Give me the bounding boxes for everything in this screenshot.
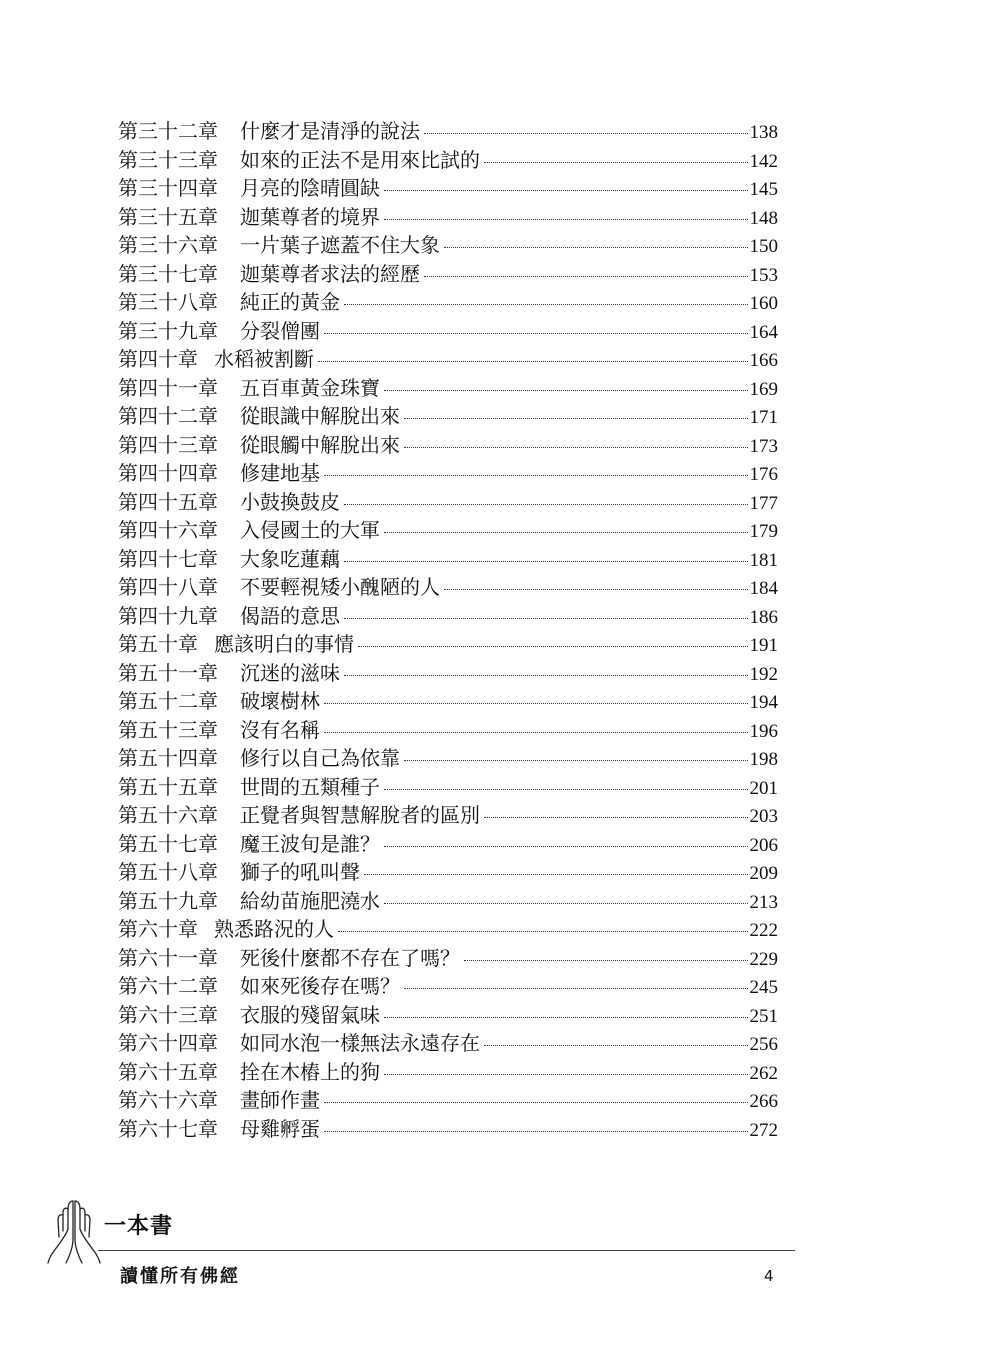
- toc-chapter-title: 死後什麼都不存在了嗎？: [240, 945, 460, 970]
- toc-page-number: 191: [749, 635, 778, 656]
- toc-chapter-number: 第五十四章: [118, 746, 218, 770]
- toc-entry: [118, 431, 778, 460]
- toc-page-number: 171: [749, 407, 778, 428]
- toc-entry: [118, 146, 778, 175]
- toc-entry: [118, 1086, 778, 1115]
- toc-entry: [118, 488, 778, 517]
- toc-entry: [118, 687, 778, 716]
- toc-dot-leader: [384, 1017, 748, 1018]
- toc-chapter-title: 獅子的吼叫聲: [240, 860, 360, 884]
- toc-chapter-title: 入侵國土的大軍: [240, 518, 380, 542]
- toc-entry: [118, 1029, 778, 1058]
- toc-chapter-number: 第五十章: [118, 632, 198, 656]
- footer-divider: [98, 1250, 795, 1251]
- toc-dot-leader: [324, 475, 748, 476]
- toc-chapter-title: 沉迷的滋味: [240, 660, 340, 685]
- toc-chapter-number: 第五十二章: [118, 689, 218, 713]
- toc-dot-leader: [324, 333, 748, 334]
- toc-dot-leader: [344, 675, 748, 676]
- toc-dot-leader: [344, 504, 748, 505]
- page-footer: [0, 1185, 1000, 1305]
- toc-entry: [118, 374, 778, 403]
- toc-page-number: 177: [749, 492, 778, 514]
- praying-hands-icon: [46, 1195, 102, 1269]
- toc-dot-leader: [324, 732, 748, 733]
- toc-dot-leader: [404, 988, 748, 989]
- toc-dot-leader: [384, 390, 748, 391]
- toc-page-number: 192: [749, 663, 778, 685]
- toc-page-number: 272: [749, 1119, 778, 1141]
- toc-entry: [118, 459, 778, 488]
- toc-chapter-title: 破壞樹林: [240, 689, 320, 713]
- toc-page-number: 186: [749, 606, 778, 628]
- toc-entry: [118, 231, 778, 260]
- toc-dot-leader: [484, 1045, 748, 1046]
- toc-chapter-title: 水稻被割斷: [214, 347, 314, 371]
- toc-chapter-title: 拴在木樁上的狗: [240, 1059, 380, 1084]
- toc-dot-leader: [484, 817, 748, 818]
- toc-entry: [118, 602, 778, 631]
- toc-page-number: 201: [749, 777, 778, 799]
- toc-entry: [118, 659, 778, 688]
- toc-page-number: 164: [749, 321, 778, 343]
- toc-chapter-number: 第六十四章: [118, 1031, 218, 1055]
- toc-page-number: 203: [749, 806, 778, 827]
- toc-dot-leader: [424, 133, 748, 134]
- toc-chapter-title: 畫師作畫: [240, 1088, 320, 1112]
- toc-entry: [118, 402, 778, 431]
- toc-chapter-number: 第五十九章: [118, 888, 218, 913]
- toc-entry: [118, 345, 778, 374]
- toc-entry: [118, 915, 778, 944]
- toc-chapter-number: 第五十六章: [118, 803, 218, 827]
- toc-dot-leader: [424, 276, 748, 277]
- toc-page-number: 145: [749, 179, 778, 200]
- toc-chapter-title: 迦葉尊者求法的經歷: [240, 261, 420, 286]
- toc-page-number: 169: [749, 378, 778, 400]
- toc-entry: [118, 174, 778, 203]
- toc-page-number: 179: [749, 521, 778, 542]
- toc-chapter-title: 一片葉子遮蓋不住大象: [240, 233, 440, 257]
- toc-chapter-title: 沒有名稱: [240, 717, 320, 742]
- toc-page-number: 176: [749, 464, 778, 485]
- toc-entry: [118, 117, 778, 146]
- toc-entry: [118, 203, 778, 232]
- toc-chapter-number: 第四十八章: [118, 575, 218, 599]
- toc-page-number: 184: [749, 578, 778, 599]
- toc-page-number: 150: [749, 236, 778, 257]
- toc-chapter-title: 世間的五類種子: [240, 774, 380, 799]
- toc-dot-leader: [364, 874, 748, 875]
- toc-chapter-title: 如來死後存在嗎？: [240, 974, 400, 998]
- toc-chapter-title: 正覺者與智慧解脫者的區別: [240, 803, 480, 827]
- toc-page-number: 173: [749, 435, 778, 457]
- toc-chapter-number: 第四十三章: [118, 432, 218, 457]
- toc-entry: [118, 516, 778, 545]
- toc-page-number: 222: [749, 920, 778, 941]
- toc-chapter-title: 大象吃蓮藕: [240, 546, 340, 571]
- toc-dot-leader: [464, 960, 748, 961]
- toc-page-number: 138: [749, 122, 778, 143]
- toc-page-number: 160: [749, 293, 778, 314]
- toc-dot-leader: [324, 703, 748, 704]
- toc-page-number: 266: [749, 1091, 778, 1112]
- toc-chapter-title: 修建地基: [240, 461, 320, 485]
- toc-chapter-title: 五百車黃金珠寶: [240, 375, 380, 400]
- toc-entry: [118, 716, 778, 745]
- toc-dot-leader: [384, 903, 748, 904]
- toc-chapter-title: 熟悉路況的人: [214, 917, 334, 941]
- toc-dot-leader: [344, 618, 748, 619]
- toc-chapter-number: 第四十四章: [118, 461, 218, 485]
- toc-entry: [118, 317, 778, 346]
- toc-chapter-title: 應該明白的事情: [214, 632, 354, 656]
- toc-chapter-number: 第四十九章: [118, 603, 218, 628]
- toc-dot-leader: [384, 846, 748, 847]
- toc-page-number: 206: [749, 834, 778, 856]
- toc-chapter-title: 迦葉尊者的境界: [240, 204, 380, 229]
- toc-dot-leader: [484, 162, 748, 163]
- toc-entry: [118, 1115, 778, 1144]
- toc-chapter-number: 第三十二章: [118, 119, 218, 143]
- toc-entry: [118, 545, 778, 574]
- toc-dot-leader: [344, 561, 748, 562]
- toc-page-number: 142: [749, 150, 778, 172]
- toc-entry: [118, 801, 778, 830]
- toc-chapter-number: 第四十六章: [118, 518, 218, 542]
- toc-chapter-number: 第六十五章: [118, 1059, 218, 1084]
- toc-chapter-title: 如來的正法不是用來比試的: [240, 147, 480, 172]
- toc-chapter-title: 偈語的意思: [240, 603, 340, 628]
- toc-dot-leader: [384, 219, 748, 220]
- toc-chapter-title: 給幼苗施肥澆水: [240, 888, 380, 913]
- toc-dot-leader: [384, 190, 748, 191]
- toc-chapter-number: 第三十四章: [118, 176, 218, 200]
- toc-entry: [118, 972, 778, 1001]
- toc-chapter-title: 純正的黃金: [240, 290, 340, 314]
- toc-page-number: 229: [749, 948, 778, 970]
- toc-chapter-number: 第五十五章: [118, 774, 218, 799]
- toc-dot-leader: [384, 789, 748, 790]
- toc-entry: [118, 630, 778, 659]
- toc-chapter-number: 第六十七章: [118, 1116, 218, 1141]
- toc-chapter-number: 第六十章: [118, 917, 198, 941]
- toc-chapter-number: 第五十七章: [118, 831, 218, 856]
- book-subtitle: 讀懂所有佛經: [120, 1266, 240, 1287]
- toc-dot-leader: [404, 447, 748, 448]
- toc-chapter-number: 第五十三章: [118, 717, 218, 742]
- toc-chapter-number: 第六十六章: [118, 1088, 218, 1112]
- toc-dot-leader: [318, 361, 748, 362]
- toc-chapter-number: 第三十九章: [118, 318, 218, 343]
- toc-dot-leader: [358, 646, 748, 647]
- toc-chapter-number: 第五十一章: [118, 660, 218, 685]
- toc-dot-leader: [384, 1074, 748, 1075]
- toc-chapter-number: 第六十二章: [118, 974, 218, 998]
- toc-dot-leader: [404, 760, 748, 761]
- toc-page-number: 213: [749, 891, 778, 913]
- toc-chapter-title: 不要輕視矮小醜陋的人: [240, 575, 440, 599]
- toc-page-number: 194: [749, 692, 778, 713]
- toc-chapter-title: 從眼觸中解脫出來: [240, 432, 400, 457]
- toc-entry: [118, 830, 778, 859]
- toc-chapter-title: 月亮的陰晴圓缺: [240, 176, 380, 200]
- toc-chapter-number: 第三十八章: [118, 290, 218, 314]
- toc-entry: [118, 573, 778, 602]
- toc-entry: [118, 744, 778, 773]
- toc-entry: [118, 1058, 778, 1087]
- toc-chapter-title: 小鼓換鼓皮: [240, 489, 340, 514]
- toc-dot-leader: [324, 1102, 748, 1103]
- toc-page-number: 166: [749, 350, 778, 371]
- toc-page-number: 196: [749, 720, 778, 742]
- toc-chapter-number: 第三十五章: [118, 204, 218, 229]
- toc-dot-leader: [344, 304, 748, 305]
- toc-chapter-number: 第四十一章: [118, 375, 218, 400]
- toc-entry: [118, 773, 778, 802]
- toc-page-number: 153: [749, 264, 778, 286]
- toc-dot-leader: [444, 589, 748, 590]
- toc-page-number: 181: [749, 549, 778, 571]
- toc-chapter-number: 第四十七章: [118, 546, 218, 571]
- toc-dot-leader: [444, 247, 748, 248]
- toc-page-number: 198: [749, 749, 778, 770]
- toc-dot-leader: [384, 532, 748, 533]
- toc-chapter-title: 衣服的殘留氣味: [240, 1002, 380, 1027]
- toc-page-number: 209: [749, 863, 778, 884]
- toc-chapter-number: 第四十五章: [118, 489, 218, 514]
- toc-chapter-title: 如同水泡一樣無法永遠存在: [240, 1031, 480, 1055]
- toc-chapter-title: 分裂僧團: [240, 318, 320, 343]
- toc-chapter-number: 第三十三章: [118, 147, 218, 172]
- toc-chapter-number: 第三十七章: [118, 261, 218, 286]
- toc-entry: [118, 887, 778, 916]
- page-number: 4: [764, 1267, 774, 1285]
- toc-chapter-number: 第六十一章: [118, 945, 218, 970]
- toc-chapter-title: 從眼識中解脫出來: [240, 404, 400, 428]
- toc-chapter-number: 第四十二章: [118, 404, 218, 428]
- toc-chapter-title: 修行以自己為依靠: [240, 746, 400, 770]
- toc-entry: [118, 260, 778, 289]
- toc-chapter-number: 第五十八章: [118, 860, 218, 884]
- book-title: 一本書: [104, 1214, 174, 1239]
- toc-page-number: 251: [749, 1005, 778, 1027]
- toc-page-number: 262: [749, 1062, 778, 1084]
- toc-chapter-title: 什麼才是清淨的說法: [240, 119, 420, 143]
- toc-dot-leader: [404, 418, 748, 419]
- toc-entry: [118, 1001, 778, 1030]
- toc-chapter-number: 第六十三章: [118, 1002, 218, 1027]
- toc-dot-leader: [324, 1131, 748, 1132]
- toc-page-number: 256: [749, 1034, 778, 1055]
- toc-entry: [118, 288, 778, 317]
- table-of-contents: [118, 117, 778, 1143]
- toc-chapter-number: 第四十章: [118, 347, 198, 371]
- toc-chapter-number: 第三十六章: [118, 233, 218, 257]
- toc-page-number: 245: [749, 977, 778, 998]
- toc-page-number: 148: [749, 207, 778, 229]
- toc-chapter-title: 魔王波旬是誰？: [240, 831, 380, 856]
- toc-dot-leader: [338, 931, 748, 932]
- toc-chapter-title: 母雞孵蛋: [240, 1116, 320, 1141]
- toc-entry: [118, 858, 778, 887]
- toc-entry: [118, 944, 778, 973]
